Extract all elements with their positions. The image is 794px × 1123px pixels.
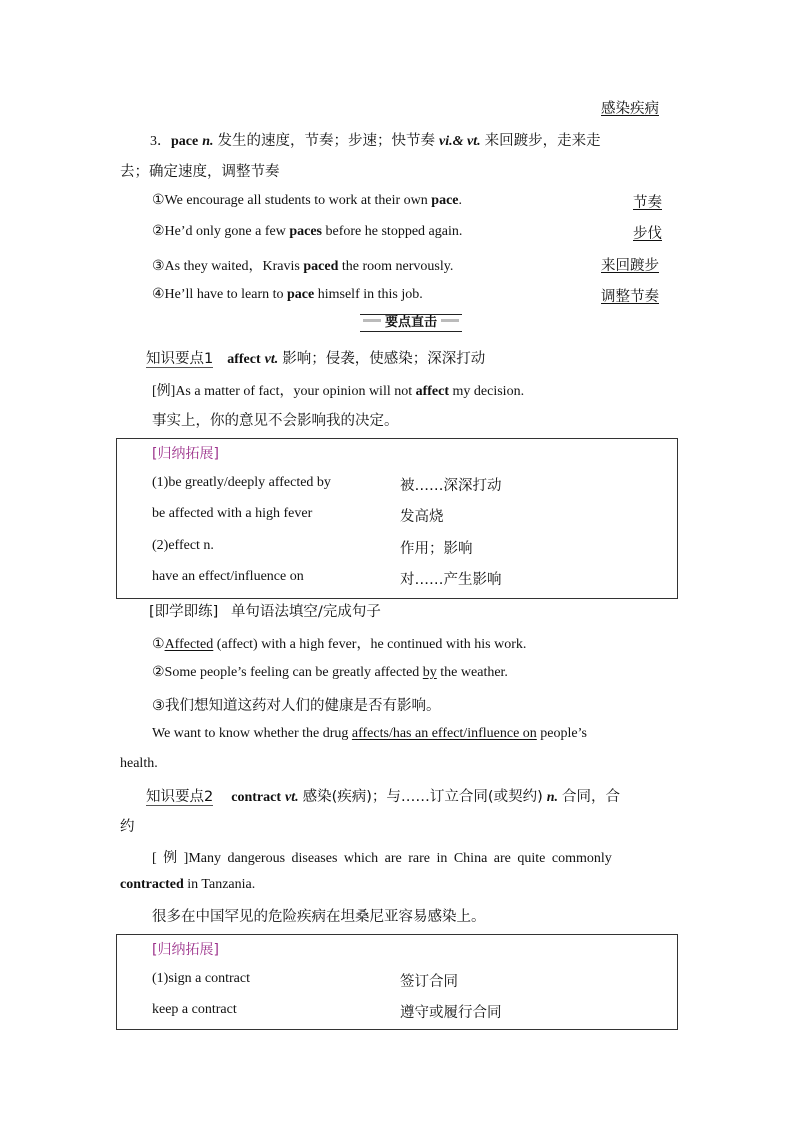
pos: vt. <box>285 790 299 805</box>
banner-rule <box>360 314 462 315</box>
pos: vi.& vt. <box>439 134 481 149</box>
point-tag: 知识要点1 <box>146 351 214 367</box>
top-answer: 感染疾病 <box>601 101 659 117</box>
example-line: ③As they waited，Kravis paced the room nervously. <box>152 259 454 274</box>
translation: 很多在中国罕见的危险疾病在坦桑尼亚容易感染上。 <box>152 909 486 925</box>
headword: pace <box>171 134 199 149</box>
practice-title: [即学即练] <box>149 604 219 620</box>
practice-item-2: ②Some people’s feeling can be greatly affected by the weather. <box>152 665 508 680</box>
box-row-en: (1)be greatly/deeply affected by <box>152 475 331 490</box>
headword: affect <box>227 352 261 367</box>
example-sentence: [例]As a matter of fact，your opinion will not affect my decision. <box>152 384 525 399</box>
box-row-zh: 作用；影响 <box>400 541 473 557</box>
box-row-en: have an effect/influence on <box>152 569 304 584</box>
box-row-zh: 发高烧 <box>400 509 444 525</box>
point-heading <box>146 347 485 368</box>
headword: contract <box>231 790 281 805</box>
example-line: ①We encourage all students to work at their own pace. <box>152 193 463 208</box>
definition: 合同，合 <box>562 789 621 805</box>
example-sentence-cont: contracted in Tanzania. <box>120 877 256 892</box>
box-row-zh: 签订合同 <box>400 974 458 990</box>
definition: 感染(疾病)；与……订立合同(或契约) <box>302 789 543 805</box>
definition-continued: 去；确定速度，调整节奏 <box>120 164 280 180</box>
example-answer: 调整节奏 <box>601 289 659 305</box>
practice-item-1: ①Affected (affect) with a high fever，he continued with his work. <box>152 637 527 652</box>
practice-heading <box>149 600 381 621</box>
point-tag: 知识要点2 <box>146 789 214 805</box>
point-heading <box>146 785 620 806</box>
practice-answer: by <box>422 665 437 680</box>
box-row-en: be affected with a high fever <box>152 506 313 521</box>
pos: vt. <box>264 352 279 367</box>
pos: n. <box>546 790 559 805</box>
practice-item-3: ③我们想知道这药对人们的健康是否有影响。 <box>152 698 441 714</box>
banner-rule <box>360 331 462 332</box>
practice-answer: Affected <box>164 637 214 652</box>
translation: 事实上，你的意见不会影响我的决定。 <box>152 413 399 429</box>
box-row-zh: 被……深深打动 <box>400 478 502 494</box>
definition: 发生的速度，节奏；步速；快节奏 <box>217 133 436 149</box>
summary-box <box>116 438 678 599</box>
example-line: ④He’ll have to learn to pace himself in this job. <box>152 287 423 302</box>
banner-bar <box>363 319 381 322</box>
box-title: [归纳拓展] <box>152 942 219 958</box>
box-row-en: (2)effect n. <box>152 538 214 553</box>
box-row-zh: 对……产生影响 <box>400 572 502 588</box>
example-answer: 来回踱步 <box>601 258 659 274</box>
banner-title: 要点直击 <box>384 315 437 330</box>
practice-desc: 单句语法填空/完成句子 <box>230 604 381 620</box>
example-answer: 节奏 <box>633 195 662 211</box>
practice-answer: affects/has an effect/influence on <box>351 726 537 741</box>
definition: 影响；侵袭，使感染；深深打动 <box>282 351 486 367</box>
box-row-zh: 遵守或履行合同 <box>400 1005 502 1021</box>
definition-continued: 约 <box>120 819 135 835</box>
pos: n. <box>202 134 214 149</box>
entry-number: 3． <box>150 134 171 149</box>
example-answer: 步伐 <box>633 226 662 242</box>
box-title: [归纳拓展] <box>152 446 219 462</box>
practice-item-3-answer: We want to know whether the drug affects/has an effect/influence on people’s <box>152 726 587 741</box>
practice-item-3-cont: health. <box>120 756 158 771</box>
box-row-en: (1)sign a contract <box>152 971 250 986</box>
box-row-en: keep a contract <box>152 1002 237 1017</box>
summary-box <box>116 934 678 1030</box>
banner-bar <box>441 319 459 322</box>
section-banner <box>360 314 462 332</box>
example-sentence: [ 例 ]Many dangerous diseases which are rare in China are quite commonly <box>152 851 612 866</box>
pace-entry <box>150 129 601 150</box>
example-line: ②He’d only gone a few paces before he stopped again. <box>152 224 463 239</box>
definition: 来回踱步，走来走 <box>484 133 601 149</box>
